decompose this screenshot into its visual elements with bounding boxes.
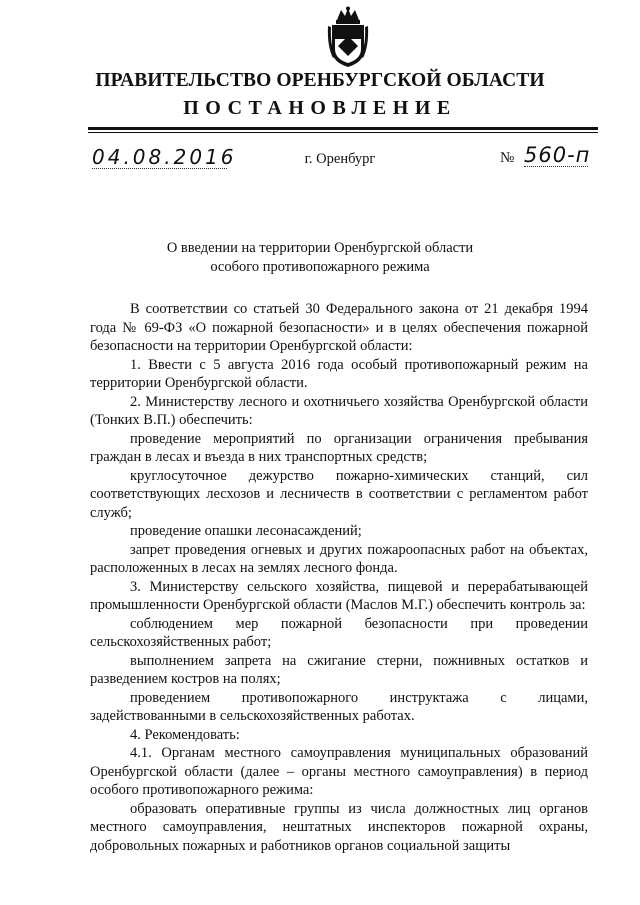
document-type: ПОСТАНОВЛЕНИЕ (183, 97, 457, 119)
document-title (0, 239, 640, 277)
header-rule-thin (88, 132, 598, 133)
body-paragraph: 4.1. Органам местного самоуправления муниципальных образований Оренбургской области (далее – органы местного самоуправления) в период особого противопожарного режима: (90, 745, 588, 798)
number-sign: № (500, 150, 515, 166)
body-paragraph: выполнением запрета на сжигание стерни, пожнивных остатков и разведением костров на полях; (90, 652, 588, 687)
body-paragraph: образовать оперативные группы из числа должностных лиц органов местного самоуправления, нештатных инспекторов пожарной охраны, добровольных пожарных и работников органов социальной защиты (90, 800, 588, 854)
body-paragraph: 2. Министерству лесного и охотничьего хозяйства Оренбургской области (Тонких В.П.) обеспечить: (90, 393, 588, 428)
body-paragraph: 4. Рекомендовать: (130, 726, 240, 743)
organization-name: ПРАВИТЕЛЬСТВО ОРЕНБУРГСКОЙ ОБЛАСТИ (95, 70, 545, 91)
title-line: О введении на территории Оренбургской области (166, 240, 474, 256)
document-date: 04.08.2016 (92, 145, 237, 169)
body-paragraph: проведением противопожарного инструктажа с лицами, задействованными в сельскохозяйственных работах. (90, 689, 588, 724)
body-paragraph: запрет проведения огневых и других пожароопасных работ на объектах, расположенных в лесах на землях лесного фонда. (90, 541, 588, 576)
body-paragraph: соблюдением мер пожарной безопасности при проведении сельскохозяйственных работ; (90, 615, 588, 650)
document-body (90, 300, 588, 855)
body-paragraph: В соответствии со статьей 30 Федерального закона от 21 декабря 1994 года № 69-ФЗ «О пожарной безопасности» и в целях обеспечения пожарной безопасности на территории Оренбургской области: (90, 301, 588, 354)
body-paragraph: проведение мероприятий по организации ограничения пребывания граждан в лесах и въезда в них транспортных средств; (90, 430, 588, 465)
document-city: г. Оренбург (304, 151, 376, 167)
header-rule-thick (88, 127, 598, 130)
document-number: 560-п (524, 143, 591, 167)
body-paragraph: 3. Министерству сельского хозяйства, пищевой и перерабатывающей промышленности Оренбургской области (Маслов М.Г.) обеспечить контроль за: (90, 578, 588, 613)
orenburg-coat-of-arms-icon (327, 6, 369, 68)
body-paragraph: круглосуточное дежурство пожарно-химических станций, сил соответствующих лесхозов и лесничеств в соответствии с регламентом работ служб; (90, 467, 588, 521)
title-line: особого противопожарного режима (210, 259, 430, 275)
body-paragraph: проведение опашки лесонасаждений; (130, 523, 362, 539)
body-paragraph: 1. Ввести с 5 августа 2016 года особый противопожарный режим на территории Оренбургской области. (90, 356, 588, 391)
